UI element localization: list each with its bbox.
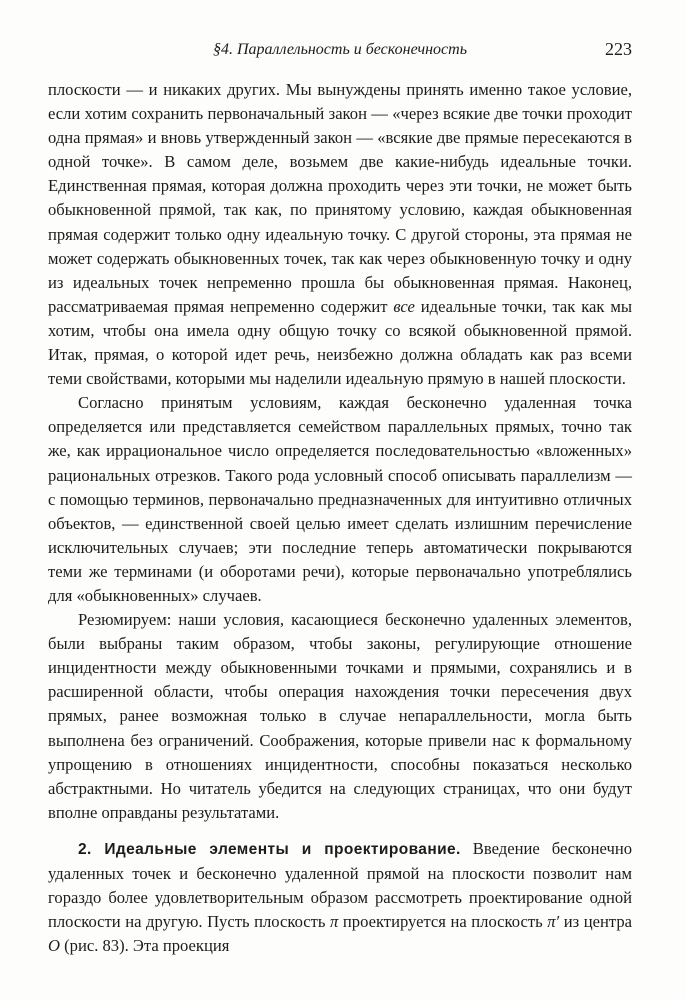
paragraph-1: [48, 78, 632, 391]
section-2-title: 2. Идеальные элементы и проектирование.: [78, 840, 461, 858]
running-head-title: §4. Параллельность и бесконечность: [213, 41, 467, 58]
section-2-text-d: (рис. 83). Эта проекция: [59, 936, 230, 956]
section-2: [48, 837, 632, 958]
plane-pi-prime: π′: [547, 912, 560, 932]
plane-pi: π: [330, 912, 339, 932]
paragraph-1-part-b: идеальные точки, так как мы хотим, чтобы она имела одну общую точку со всякой обыкновенной прямой. Итак, прямая, о которой идет речь, неизбежно должна обладать как раз всеми теми свойствами, которыми мы наделили идеальную прямую в нашей плоскости.: [48, 296, 632, 389]
section-2-text-b: проектируется на плоскость: [338, 912, 548, 932]
paragraph-1-emphasis: все: [393, 296, 415, 316]
running-head: [48, 41, 632, 63]
section-2-text-a: Введение бесконечно удаленных точек и бесконечно удаленной прямой на плоскости позволит нам гораздо более удовлетворительным образом рассмотреть проектирование одной плоскости на другую. Пусть плоскость: [48, 838, 632, 932]
paragraph-3: Резюмируем: наши условия, касающиеся бесконечно удаленных элементов, были выбраны таким образом, чтобы законы, регулирующие отношение инцидентности между обыкновенными точками и прямыми, сохранялись и в расширенной области, чтобы операция нахождения точки пересечения двух прямых, ранее возможная только в случае непараллельности, могла быть выполнена без ограничений. Соображения, которые привели нас к формальному упрощению в отношениях инцидентности, способны показаться несколько абстрактными. Но читатель убедится на следующих страницах, что они будут вполне оправданы результатами.: [48, 610, 632, 822]
paragraph-1-part-a: плоскости — и никаких других. Мы вынуждены принять именно такое условие, если хотим сохранить первоначальный закон — «через всякие две точки проходит одна прямая» и вновь утвержденный закон — «всякие две прямые пересекаются в одной точке». В самом деле, возьмем две какие-нибудь идеальные точки. Единственная прямая, которая должна проходить через эти точки, не может быть обыкновенной прямой, так как, по принятому условию, каждая обыкновенная прямая содержит только одну идеальную точку. С другой стороны, эта прямая не может содержать обыкновенных точек, так как через обыкновенную точку и одну из идеальных точек непременно прошла бы обыкновенная прямая. Наконец, рассматриваемая прямая непременно содержит: [48, 80, 632, 316]
section-2-text-c: из центра: [559, 912, 632, 932]
center-o: O: [48, 936, 60, 956]
body-text: [48, 78, 632, 958]
page-number: 223: [605, 39, 632, 59]
paragraph-2: Согласно принятым условиям, каждая бесконечно удаленная точка определяется или представляется семейством параллельных прямых, точно так же, как иррациональное число определяется последовательностью «вложенных» рациональных отрезков. Такого рода условный способ описывать параллелизм — с помощью терминов, первоначально предназначенных для интуитивно отличных объектов, — единственной своей целью имеет сделать излишним перечисление исключительных случаев; эти последние теперь автоматически покрываются теми же терминами (и оборотами речи), которые первоначально употреблялись для «обыкновенных» случаев.: [48, 393, 632, 605]
